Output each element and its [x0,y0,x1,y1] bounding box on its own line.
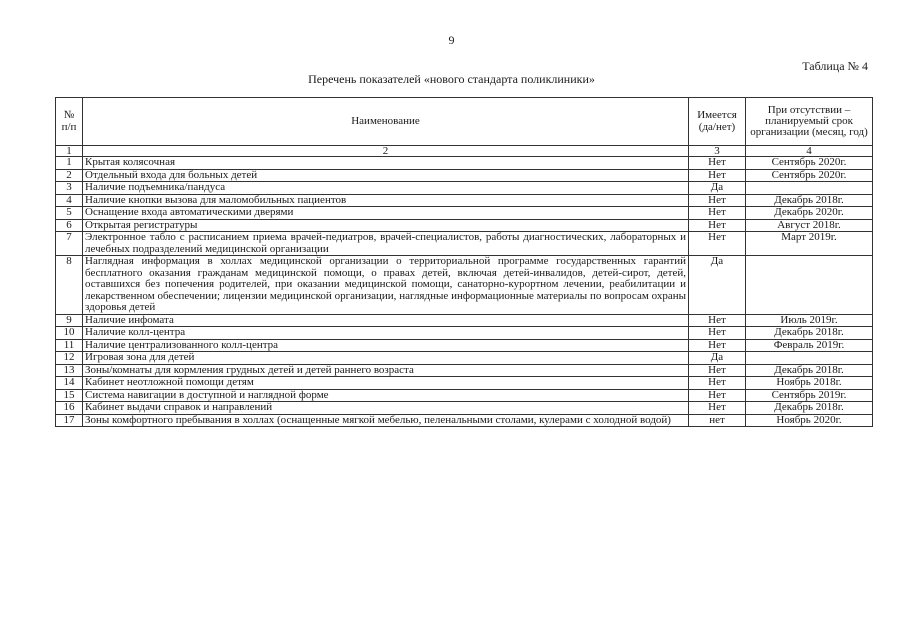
row-number: 14 [56,377,83,390]
row-name: Оснащение входа автоматическими дверями [83,207,689,220]
row-name: Зоны/комнаты для кормления грудных детей и детей раннего возраста [83,364,689,377]
table-row [56,339,873,352]
row-availability: Нет [689,219,746,232]
row-plan-date: Декабрь 2018г. [746,327,873,340]
column-number: 4 [746,146,873,157]
table-row [56,169,873,182]
row-name: Электронное табло с расписанием приема врачей-педиатров, врачей-специалистов, работы диагностических, лабораторных и лечебных подразделений медицинской организации [83,232,689,256]
row-plan-date: Декабрь 2018г. [746,194,873,207]
row-plan-date: Сентябрь 2019г. [746,389,873,402]
table-row [56,364,873,377]
row-plan-date: Декабрь 2018г. [746,402,873,415]
row-name: Кабинет неотложной помощи детям [83,377,689,390]
row-name: Игровая зона для детей [83,352,689,365]
row-plan-date: Декабрь 2018г. [746,364,873,377]
header-availability: Имеется (да/нет) [689,98,746,146]
row-plan-date: Сентябрь 2020г. [746,169,873,182]
table-row [56,232,873,256]
row-plan-date: Ноябрь 2020г. [746,414,873,427]
row-availability: Нет [689,364,746,377]
table-body [56,157,873,427]
row-name: Наличие подъемника/пандуса [83,182,689,195]
table-row [56,352,873,365]
header-plan: При отсутствии – планируемый срок организации (месяц, год) [746,98,873,146]
row-availability: Нет [689,314,746,327]
row-plan-date: Ноябрь 2018г. [746,377,873,390]
row-name: Наличие кнопки вызова для маломобильных пациентов [83,194,689,207]
header-name: Наименование [83,98,689,146]
row-number: 7 [56,232,83,256]
row-number: 5 [56,207,83,220]
row-name: Наличие колл-центра [83,327,689,340]
row-number: 9 [56,314,83,327]
row-plan-date: Июль 2019г. [746,314,873,327]
header-num: № п/п [56,98,83,146]
row-number: 15 [56,389,83,402]
row-availability: Нет [689,207,746,220]
row-number: 10 [56,327,83,340]
row-number: 1 [56,157,83,170]
row-number: 12 [56,352,83,365]
row-availability: Нет [689,232,746,256]
row-name: Наглядная информация в холлах медицинской организации о территориальной программе государственных гарантий бесплатного оказания гражданам медицинской помощи, о правах детей, включая детей-инвалидов, детей-сирот, детей, оставшихся без попечения родителей, при оказании медицинской помощи, санаторно-курортном лечении, реабилитации и лекарственном обеспечении; лицензии медицинской организации, наглядные информационные материалы по вопросам охраны здоровья детей [83,256,689,315]
table-row [56,207,873,220]
row-availability: Да [689,182,746,195]
row-name: Отдельный входа для больных детей [83,169,689,182]
row-number: 2 [56,169,83,182]
row-availability: Нет [689,194,746,207]
row-availability: Нет [689,327,746,340]
column-number: 2 [83,146,689,157]
table-header-row [56,98,873,146]
row-availability: Нет [689,169,746,182]
row-number: 17 [56,414,83,427]
column-number-row [56,146,873,157]
row-availability: нет [689,414,746,427]
table-row [56,414,873,427]
table-caption: Таблица № 4 [802,59,868,73]
row-number: 16 [56,402,83,415]
row-name: Наличие централизованного колл-центра [83,339,689,352]
row-plan-date: Август 2018г. [746,219,873,232]
row-availability: Нет [689,157,746,170]
row-availability: Нет [689,389,746,402]
row-number: 11 [56,339,83,352]
table-row [56,182,873,195]
row-plan-date: Март 2019г. [746,232,873,256]
row-number: 6 [56,219,83,232]
row-number: 3 [56,182,83,195]
indicators-table [55,97,873,427]
row-plan-date: Февраль 2019г. [746,339,873,352]
table-row [56,402,873,415]
page-number: 9 [448,33,455,47]
table-row [56,389,873,402]
row-name: Зоны комфортного пребывания в холлах (оснащенные мягкой мебелью, пеленальными столами, кулерами с холодной водой) [83,414,689,427]
table-row [56,377,873,390]
table-row [56,194,873,207]
row-availability: Да [689,256,746,315]
column-number: 3 [689,146,746,157]
row-plan-date [746,352,873,365]
table-row [56,327,873,340]
row-plan-date: Декабрь 2020г. [746,207,873,220]
row-name: Наличие инфомата [83,314,689,327]
table-row [56,256,873,315]
row-number: 13 [56,364,83,377]
row-availability: Нет [689,339,746,352]
table-row [56,314,873,327]
column-number: 1 [56,146,83,157]
row-availability: Нет [689,402,746,415]
row-name: Открытая регистратуры [83,219,689,232]
row-name: Кабинет выдачи справок и направлений [83,402,689,415]
row-plan-date: Сентябрь 2020г. [746,157,873,170]
row-plan-date [746,182,873,195]
table-row [56,157,873,170]
document-title: Перечень показателей «нового стандарта поликлиники» [308,72,595,86]
row-plan-date [746,256,873,315]
row-name: Крытая колясочная [83,157,689,170]
row-number: 8 [56,256,83,315]
row-number: 4 [56,194,83,207]
table-row [56,219,873,232]
row-availability: Нет [689,377,746,390]
row-name: Система навигации в доступной и наглядной форме [83,389,689,402]
row-availability: Да [689,352,746,365]
